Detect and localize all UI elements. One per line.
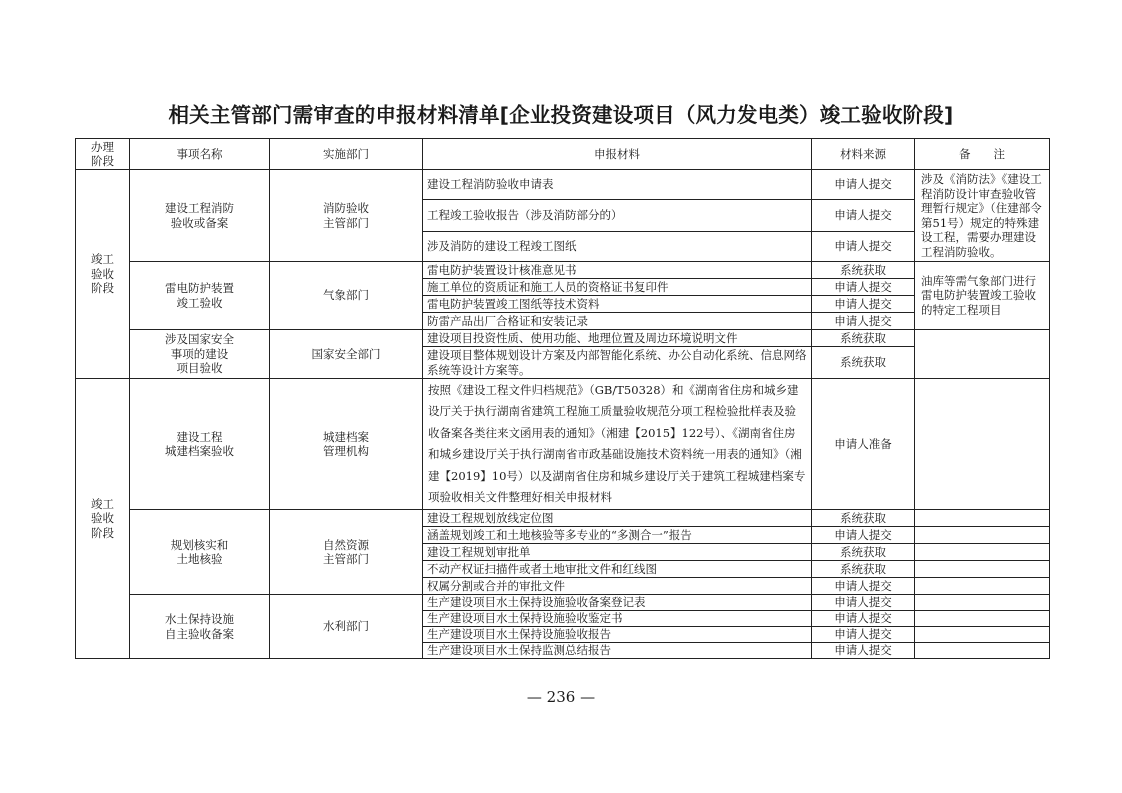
dept-cell: 自然资源 主管部门 (270, 510, 423, 595)
table-row (76, 262, 1050, 279)
item-name-cell: 规划核实和 土地核验 (130, 510, 270, 595)
table-row (76, 595, 1050, 611)
header-material: 申报材料 (423, 139, 812, 170)
source-cell: 申请人提交 (812, 313, 915, 330)
item-name-cell: 建设工程 城建档案验收 (130, 379, 270, 510)
material-cell: 雷电防护装置设计核准意见书 (423, 262, 812, 279)
dept-cell: 水利部门 (270, 595, 423, 659)
source-cell: 申请人准备 (812, 379, 915, 510)
remark-cell (915, 544, 1050, 561)
dept-cell: 消防验收 主管部门 (270, 170, 423, 262)
remark-cell (915, 611, 1050, 627)
remark-cell (915, 510, 1050, 527)
header-item: 事项名称 (130, 139, 270, 170)
dept-cell: 气象部门 (270, 262, 423, 330)
material-cell: 建设工程规划审批单 (423, 544, 812, 561)
table-row (76, 379, 1050, 510)
item-name-cell: 涉及国家安全 事项的建设 项目验收 (130, 330, 270, 379)
source-cell: 申请人提交 (812, 627, 915, 643)
material-cell: 建设项目整体规划设计方案及内部智能化系统、办公自动化系统、信息网络系统等设计方案等。 (423, 347, 812, 379)
material-cell: 建设工程消防验收申请表 (423, 170, 812, 200)
material-cell: 生产建设项目水土保持设施验收报告 (423, 627, 812, 643)
material-cell: 防雷产品出厂合格证和安装记录 (423, 313, 812, 330)
source-cell: 系统获取 (812, 262, 915, 279)
header-dept: 实施部门 (270, 139, 423, 170)
stage-cell: 竣工 验收 阶段 (76, 379, 130, 659)
material-cell: 按照《建设工程文件归档规范》（GB/T50328）和《湖南省住房和城乡建设厅关于执行湖南省建筑工程施工质量验收规范分项工程检验批样表及验收备案各类往来文函用表的通知》（湘建【2015】122号）、《湖南省住房和城乡建设厅关于执行湖南省市政基础设施技术资料统一用表的通知》（湘建【2019】10号）以及湖南省住房和城乡建设厅关于建筑工程城建档案专项验收相关文件整理好相关申报材料 (423, 379, 812, 510)
remark-cell (915, 379, 1050, 510)
remark-cell (915, 578, 1050, 595)
item-name-cell: 建设工程消防 验收或备案 (130, 170, 270, 262)
table-row (76, 510, 1050, 527)
material-cell: 不动产权证扫描件或者土地审批文件和红线图 (423, 561, 812, 578)
source-cell: 申请人提交 (812, 595, 915, 611)
remark-cell (915, 527, 1050, 544)
material-cell: 工程竣工验收报告（涉及消防部分的） (423, 200, 812, 231)
item-name-cell: 水土保持设施 自主验收备案 (130, 595, 270, 659)
source-cell: 申请人提交 (812, 643, 915, 659)
source-cell: 申请人提交 (812, 578, 915, 595)
material-cell: 建设项目投资性质、使用功能、地理位置及周边环境说明文件 (423, 330, 812, 347)
source-cell: 申请人提交 (812, 527, 915, 544)
source-cell: 申请人提交 (812, 279, 915, 296)
stage-cell: 竣工 验收 阶段 (76, 170, 130, 379)
page-title: 相关主管部门需审查的申报材料清单[企业投资建设项目（风力发电类）竣工验收阶段] (168, 103, 954, 127)
source-cell: 申请人提交 (812, 611, 915, 627)
source-cell: 系统获取 (812, 330, 915, 347)
page-number: — 236 — (526, 688, 596, 706)
dept-cell: 城建档案 管理机构 (270, 379, 423, 510)
source-cell: 申请人提交 (812, 231, 915, 261)
item-name-cell: 雷电防护装置 竣工验收 (130, 262, 270, 330)
material-cell: 权属分割或合并的审批文件 (423, 578, 812, 595)
material-cell: 涉及消防的建设工程竣工图纸 (423, 231, 812, 261)
remark-cell: 涉及《消防法》《建设工程消防设计审查验收管理暂行规定》（住建部令第51号）规定的特殊建设工程，需要办理建设工程消防验收。 (915, 170, 1050, 262)
material-cell: 雷电防护装置竣工图纸等技术资料 (423, 296, 812, 313)
material-cell: 涵盖规划竣工和土地核验等多专业的“多测合一”报告 (423, 527, 812, 544)
material-cell: 建设工程规划放线定位图 (423, 510, 812, 527)
table-row (76, 330, 1050, 347)
table-header-row (76, 139, 1050, 170)
table-row (76, 170, 1050, 200)
material-cell: 生产建设项目水土保持设施验收鉴定书 (423, 611, 812, 627)
remark-cell (915, 330, 1050, 379)
material-cell: 生产建设项目水土保持监测总结报告 (423, 643, 812, 659)
source-cell: 申请人提交 (812, 200, 915, 231)
remark-cell (915, 561, 1050, 578)
remark-cell (915, 595, 1050, 611)
dept-cell: 国家安全部门 (270, 330, 423, 379)
header-stage: 办理 阶段 (76, 139, 130, 170)
source-cell: 申请人提交 (812, 170, 915, 200)
remark-cell: 油库等需气象部门进行雷电防护装置竣工验收的特定工程项目 (915, 262, 1050, 330)
source-cell: 系统获取 (812, 544, 915, 561)
remark-cell (915, 627, 1050, 643)
material-cell: 施工单位的资质证和施工人员的资格证书复印件 (423, 279, 812, 296)
header-source: 材料来源 (812, 139, 915, 170)
source-cell: 系统获取 (812, 561, 915, 578)
source-cell: 系统获取 (812, 510, 915, 527)
materials-table (75, 138, 1050, 659)
source-cell: 系统获取 (812, 347, 915, 379)
source-cell: 申请人提交 (812, 296, 915, 313)
header-remark: 备 注 (915, 139, 1050, 170)
remark-cell (915, 643, 1050, 659)
material-cell: 生产建设项目水土保持设施验收备案登记表 (423, 595, 812, 611)
